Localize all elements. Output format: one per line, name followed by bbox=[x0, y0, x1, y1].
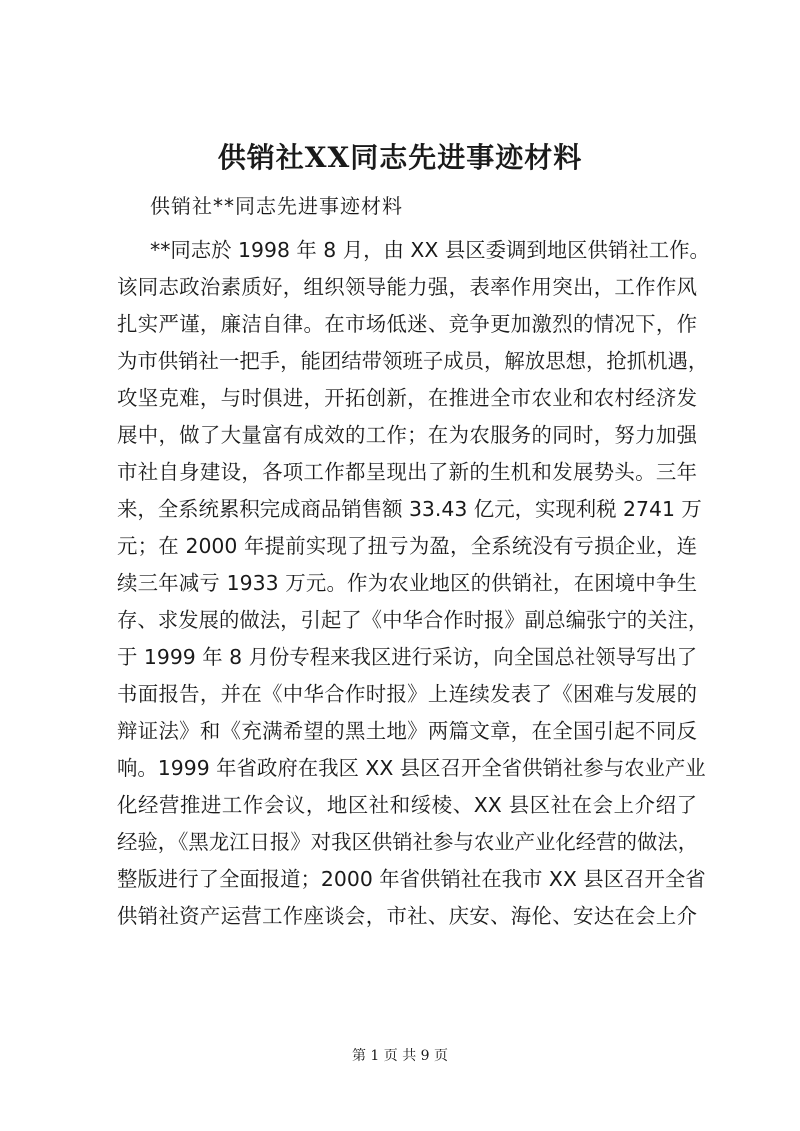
body-line: 扎实严谨，廉洁自律。在市场低迷、竞争更加激烈的情况下，作 bbox=[117, 312, 697, 336]
document-subtitle: 供销社**同志先进事迹材料 bbox=[150, 194, 403, 218]
page-number-footer: 第 1 页 共 9 页 bbox=[351, 1048, 449, 1064]
body-line: 书面报告，并在《中华合作时报》上连续发表了《困难与发展的 bbox=[117, 682, 697, 706]
body-line: 经验，《黑龙江日报》对我区供销社参与农业产业化经营的做法， bbox=[117, 830, 699, 854]
body-line: **同志於 1998 年 8 月，由 XX 县区委调到地区供销社工作。 bbox=[150, 238, 710, 262]
body-line: 攻坚克难，与时俱进，开拓创新，在推进全市农业和农村经济发 bbox=[117, 386, 697, 410]
body-line: 存、求发展的做法，引起了《中华合作时报》副总编张宁的关注， bbox=[117, 608, 709, 632]
body-line: 辩证法》和《充满希望的黑土地》两篇文章，在全国引起不同反 bbox=[117, 719, 697, 743]
body-line: 续三年减亏 1933 万元。作为农业地区的供销社，在困境中争生 bbox=[117, 571, 697, 595]
body-line: 为市供销社一把手，能团结带领班子成员，解放思想，抢抓机遇， bbox=[117, 349, 709, 373]
body-line: 响。1999 年省政府在我区 XX 县区召开全省供销社参与农业产业 bbox=[117, 756, 706, 780]
body-line: 该同志政治素质好，组织领导能力强，表率作用突出，工作作风 bbox=[117, 275, 697, 299]
body-line: 展中，做了大量富有成效的工作；在为农服务的同时，努力加强 bbox=[117, 423, 697, 447]
body-line: 于 1999 年 8 月份专程来我区进行采访，向全国总社领导写出了 bbox=[117, 645, 698, 669]
body-line: 市社自身建设，各项工作都呈现出了新的生机和发展势头。三年 bbox=[117, 460, 697, 484]
body-line: 整版进行了全面报道；2000 年省供销社在我市 XX 县区召开全省 bbox=[117, 867, 706, 891]
body-line: 元；在 2000 年提前实现了扭亏为盈，全系统没有亏损企业，连 bbox=[117, 534, 697, 558]
body-line: 供销社资产运营工作座谈会，市社、庆安、海伦、安达在会上介 bbox=[117, 904, 697, 928]
document-title: 供销社XX同志先进事迹材料 bbox=[217, 141, 583, 174]
body-line: 来，全系统累积完成商品销售额 33.43 亿元，实现利税 2741 万 bbox=[117, 497, 702, 521]
body-line: 化经营推进工作会议，地区社和绥棱、XX 县区社在会上介绍了 bbox=[117, 793, 697, 817]
